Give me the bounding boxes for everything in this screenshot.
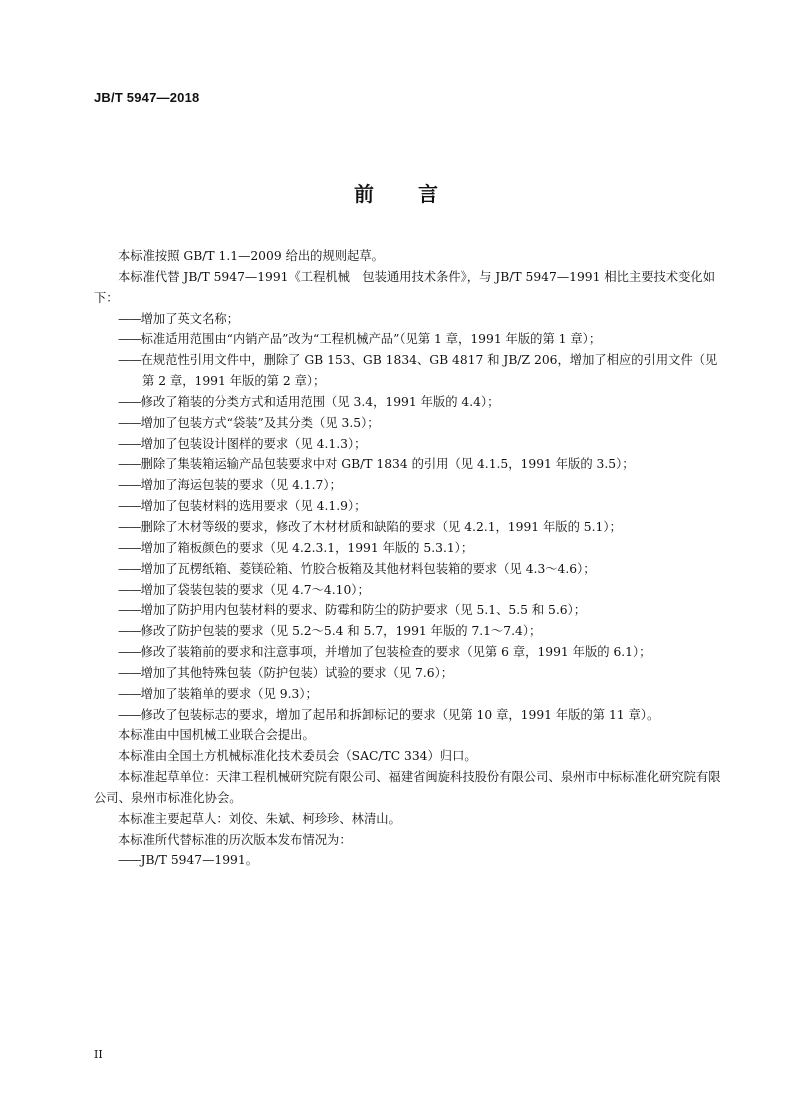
list-item-text: 修改了箱装的分类方式和适用范围（见 3.4，1991 年版的 4.4）； xyxy=(140,394,500,409)
history-item xyxy=(94,850,722,871)
dash: —— xyxy=(118,311,141,326)
list-item xyxy=(94,392,722,413)
dash: —— xyxy=(118,561,141,576)
list-item xyxy=(94,309,722,330)
list-item-text: 删除了木材等级的要求，修改了木材材质和缺陷的要求（见 4.2.1，1991 年版的 5.1）； xyxy=(140,519,622,534)
paragraph: 本标准主要起草人：刘佼、朱斌、柯珍珍、林清山。 xyxy=(118,811,401,826)
dash: —— xyxy=(118,353,141,368)
list-item-text: 增加了其他特殊包装（防护包装）试验的要求（见 7.6）； xyxy=(140,665,454,680)
dash: —— xyxy=(118,415,141,430)
list-item xyxy=(94,454,722,475)
dash: —— xyxy=(118,665,141,680)
list-item-text: 修改了装箱前的要求和注意事项，并增加了包装检查的要求（见第 6 章，1991 年版的 6.1）； xyxy=(140,645,652,660)
list-item-text: 修改了防护包装的要求（见 5.2～5.4 和 5.7，1991 年版的 7.1～7.4）； xyxy=(140,624,542,639)
list-item-text: 增加了装箱单的要求（见 9.3）； xyxy=(140,686,318,701)
list-item xyxy=(94,434,722,455)
list-item xyxy=(94,413,722,434)
list-item xyxy=(94,705,722,726)
document-code-header: JB/T 5947—2018 xyxy=(94,90,200,105)
list-item-text: 增加了袋装包装的要求（见 4.7～4.10）； xyxy=(140,582,370,597)
list-item xyxy=(94,559,722,580)
paragraph: 本标准由中国机械工业联合会提出。 xyxy=(118,728,315,743)
paragraph: 本标准起草单位：天津工程机械研究院有限公司、福建省闽旋科技股份有限公司、泉州市中标标准化研究院有限公司、泉州市标准化协会。 xyxy=(94,770,721,805)
dash: —— xyxy=(118,478,141,493)
page-title: 前言 xyxy=(354,182,482,206)
list-item-text: 修改了包装标志的要求，增加了起吊和拆卸标记的要求（见第 10 章，1991 年版的第 11 章）。 xyxy=(140,707,660,722)
dash: —— xyxy=(118,436,141,451)
list-item-text: 标准适用范围由“内销产品”改为“工程机械产品”（见第 1 章，1991 年版的第 1 章）； xyxy=(140,332,602,347)
list-item-text: 增加了海运包装的要求（见 4.1.7）； xyxy=(140,478,342,493)
list-item-text: 增加了英文名称； xyxy=(140,311,239,326)
paragraph: 本标准代替 JB/T 5947—1991《工程机械 包装通用技术条件》，与 JB/T 5947—1991 相比主要技术变化如下： xyxy=(94,269,715,305)
list-item xyxy=(94,684,722,705)
dash: —— xyxy=(118,853,141,868)
page-number: II xyxy=(94,1048,103,1061)
dash: —— xyxy=(118,707,141,722)
list-item xyxy=(94,580,722,601)
paragraph: 本标准所代替标准的历次版本发布情况为： xyxy=(118,832,352,847)
list-item-text: 增加了包装设计图样的要求（见 4.1.3）； xyxy=(140,436,367,451)
dash: —— xyxy=(118,499,141,514)
dash: —— xyxy=(118,582,141,597)
foreword-body xyxy=(94,246,722,871)
list-item xyxy=(94,621,722,642)
paragraph: 本标准由全国土方机械标准化技术委员会（SAC/TC 334）归口。 xyxy=(118,749,477,764)
dash: —— xyxy=(118,519,141,534)
list-item xyxy=(94,496,722,517)
list-item xyxy=(94,663,722,684)
list-item-text: 增加了包装方式“袋装”及其分类（见 3.5）； xyxy=(140,415,380,430)
list-item xyxy=(94,329,722,350)
dash: —— xyxy=(118,645,141,660)
list-item-text: 增加了包装材料的选用要求（见 4.1.9）； xyxy=(140,499,367,514)
dash: —— xyxy=(118,457,141,472)
list-item-text: 在规范性引用文件中，删除了 GB 153、GB 1834、GB 4817 和 JB/Z 206，增加了相应的引用文件（见第 2 章，1991 年版的第 2 章）； xyxy=(140,353,718,389)
list-item xyxy=(94,350,722,392)
dash: —— xyxy=(118,540,141,555)
list-item-text: 删除了集装箱运输产品包装要求中对 GB/T 1834 的引用（见 4.1.5，1991 年版的 3.5）； xyxy=(140,457,635,472)
changes-list xyxy=(94,309,722,726)
list-item-text: 增加了防护用内包装材料的要求、防霉和防尘的防护要求（见 5.1、5.5 和 5.6）； xyxy=(140,603,587,618)
list-item-text: 增加了箱板颜色的要求（见 4.2.3.1，1991 年版的 5.3.1）； xyxy=(140,540,474,555)
dash: —— xyxy=(118,394,141,409)
dash: —— xyxy=(118,603,141,618)
dash: —— xyxy=(118,686,141,701)
list-item xyxy=(94,475,722,496)
paragraph: 本标准按照 GB/T 1.1—2009 给出的规则起草。 xyxy=(118,249,384,263)
list-item-text: 增加了瓦楞纸箱、菱镁砼箱、竹胶合板箱及其他材料包装箱的要求（见 4.3～4.6）； xyxy=(140,561,596,576)
list-item xyxy=(94,538,722,559)
list-item xyxy=(94,642,722,663)
history-item-text: JB/T 5947—1991。 xyxy=(140,853,258,868)
dash: —— xyxy=(118,624,141,639)
list-item xyxy=(94,600,722,621)
list-item xyxy=(94,517,722,538)
dash: —— xyxy=(118,332,141,347)
